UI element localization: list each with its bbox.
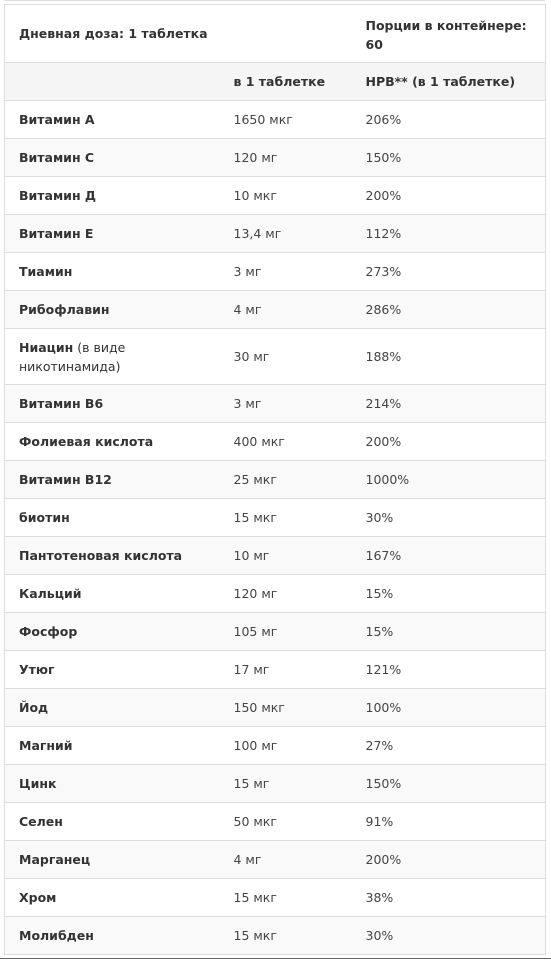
table-row	[5, 537, 546, 575]
table-row	[5, 385, 546, 423]
table-row	[5, 139, 546, 177]
nutrient-name: Магний	[19, 738, 73, 753]
table-row	[5, 689, 546, 727]
nutrient-name: Витамин В6	[19, 396, 104, 411]
nutrient-rda: 188%	[352, 329, 546, 385]
column-header-row	[5, 63, 546, 101]
nutrient-name-cell	[5, 329, 220, 385]
table-row	[5, 499, 546, 537]
nutrient-name-cell	[5, 139, 220, 177]
table-row	[5, 651, 546, 689]
nutrient-rda: 200%	[352, 177, 546, 215]
table-row	[5, 177, 546, 215]
nutrient-amount: 25 мкг	[220, 461, 352, 499]
nutrient-name: Фолиевая кислота	[19, 434, 154, 449]
nutrient-name-cell	[5, 803, 220, 841]
servings-value: 60	[365, 36, 383, 52]
nutrient-name: Марганец	[19, 852, 91, 867]
nutrient-name-cell	[5, 499, 220, 537]
nutrient-amount: 120 мг	[220, 575, 352, 613]
nutrient-name: Рибофлавин	[19, 302, 110, 317]
nutrient-name: Витамин А	[19, 112, 95, 127]
nutrient-amount: 105 мг	[220, 613, 352, 651]
nutrient-rda: 167%	[352, 537, 546, 575]
nutrient-name-cell	[5, 177, 220, 215]
nutrient-rda: 286%	[352, 291, 546, 329]
nutrient-amount: 100 мг	[220, 727, 352, 765]
nutrient-rda: 200%	[352, 423, 546, 461]
nutrient-rda: 15%	[352, 613, 546, 651]
nutrient-rda: 91%	[352, 803, 546, 841]
column-header-rda: НРВ** (в 1 таблетке)	[352, 63, 546, 101]
table-row	[5, 841, 546, 879]
nutrient-rda: 30%	[352, 917, 546, 955]
nutrient-amount: 30 мг	[220, 329, 352, 385]
table-row	[5, 215, 546, 253]
nutrient-name: биотин	[19, 510, 70, 525]
nutrient-amount: 15 мкг	[220, 879, 352, 917]
nutrient-rda: 30%	[352, 499, 546, 537]
page-bottom-divider	[0, 958, 551, 959]
nutrient-name-cell	[5, 253, 220, 291]
nutrient-amount: 50 мкг	[220, 803, 352, 841]
nutrient-name-cell	[5, 575, 220, 613]
nutrient-name: Витамин С	[19, 150, 95, 165]
nutrient-name: Витамин В12	[19, 472, 112, 487]
table-row	[5, 575, 546, 613]
table-row	[5, 917, 546, 955]
table-row	[5, 765, 546, 803]
nutrient-amount: 10 мкг	[220, 177, 352, 215]
table-row	[5, 329, 546, 385]
nutrient-name: Фосфор	[19, 624, 78, 639]
nutrient-name-cell	[5, 215, 220, 253]
table-row	[5, 461, 546, 499]
nutrient-rda: 38%	[352, 879, 546, 917]
nutrient-rda: 15%	[352, 575, 546, 613]
nutrient-name: Пантотеновая кислота	[19, 548, 183, 563]
nutrient-name-cell	[5, 291, 220, 329]
column-header-name	[5, 63, 220, 101]
nutrient-rda: 112%	[352, 215, 546, 253]
nutrient-name-cell	[5, 651, 220, 689]
nutrient-rda: 200%	[352, 841, 546, 879]
nutrient-name-cell	[5, 537, 220, 575]
nutrient-amount: 1650 мкг	[220, 101, 352, 139]
table-row	[5, 613, 546, 651]
table-row	[5, 727, 546, 765]
nutrient-amount: 120 мг	[220, 139, 352, 177]
nutrient-rda: 150%	[352, 139, 546, 177]
nutrient-name-cell	[5, 841, 220, 879]
nutrient-amount: 3 мг	[220, 253, 352, 291]
nutrient-name: Цинк	[19, 776, 57, 791]
nutrient-name: Селен	[19, 814, 63, 829]
nutrient-name-cell	[5, 461, 220, 499]
nutrient-name: Молибден	[19, 928, 94, 943]
nutrient-amount: 10 мг	[220, 537, 352, 575]
nutrient-amount: 3 мг	[220, 385, 352, 423]
nutrient-rda: 1000%	[352, 461, 546, 499]
nutrient-name: Хром	[19, 890, 57, 905]
nutrition-facts-table	[4, 4, 546, 955]
table-row	[5, 291, 546, 329]
table-row	[5, 879, 546, 917]
nutrient-name-cell	[5, 765, 220, 803]
nutrient-name: Йод	[19, 700, 49, 715]
daily-dose-label: Дневная доза: 1 таблетка	[5, 5, 352, 63]
table-row	[5, 423, 546, 461]
nutrient-name: Ниацин	[19, 339, 74, 355]
nutrient-name-cell	[5, 423, 220, 461]
table-header-row	[5, 5, 546, 63]
nutrient-name-cell	[5, 613, 220, 651]
nutrient-amount: 4 мг	[220, 291, 352, 329]
nutrient-name: Витамин Е	[19, 226, 94, 241]
nutrient-amount: 15 мг	[220, 765, 352, 803]
nutrient-amount: 150 мкг	[220, 689, 352, 727]
nutrient-amount: 15 мкг	[220, 917, 352, 955]
nutrient-note: (в виде никотинамида)	[19, 339, 126, 374]
table-row	[5, 253, 546, 291]
nutrient-amount: 13,4 мг	[220, 215, 352, 253]
nutrient-name: Утюг	[19, 662, 55, 677]
nutrient-rda: 27%	[352, 727, 546, 765]
table-row	[5, 101, 546, 139]
nutrient-name-cell	[5, 101, 220, 139]
nutrient-name-cell	[5, 879, 220, 917]
nutrient-name-cell	[5, 727, 220, 765]
nutrient-name-cell	[5, 689, 220, 727]
nutrient-name: Тиамин	[19, 264, 73, 279]
nutrient-rda: 206%	[352, 101, 546, 139]
column-header-per-tablet: в 1 таблетке	[220, 63, 352, 101]
servings-per-container	[352, 5, 546, 63]
table-row	[5, 803, 546, 841]
nutrient-name: Витамин Д	[19, 188, 97, 203]
nutrient-rda: 273%	[352, 253, 546, 291]
servings-label: Порции в контейнере:	[365, 17, 527, 33]
nutrient-amount: 400 мкг	[220, 423, 352, 461]
nutrient-rda: 121%	[352, 651, 546, 689]
nutrient-name-cell	[5, 385, 220, 423]
nutrient-amount: 17 мг	[220, 651, 352, 689]
nutrient-name: Кальций	[19, 586, 82, 601]
nutrient-amount: 15 мкг	[220, 499, 352, 537]
nutrient-rda: 214%	[352, 385, 546, 423]
nutrient-rda: 100%	[352, 689, 546, 727]
nutrient-rda: 150%	[352, 765, 546, 803]
nutrient-amount: 4 мг	[220, 841, 352, 879]
nutrient-name-cell	[5, 917, 220, 955]
